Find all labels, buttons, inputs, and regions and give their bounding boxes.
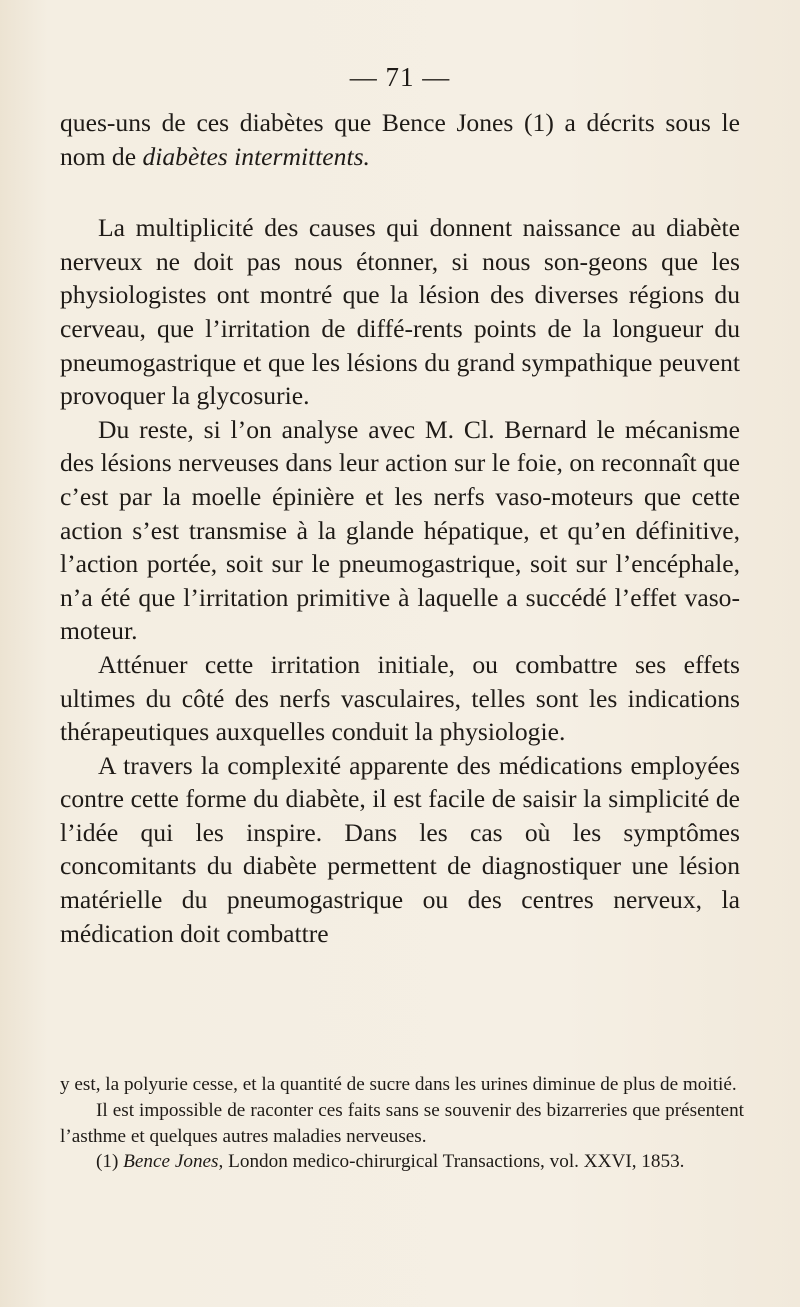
footnote-1 [60, 1149, 744, 1175]
footnote-paragraph: Il est impossible de raconter ces faits sans se souvenir des bizarreries que présentent l’asthme et quelques autres maladies nerveuses. [60, 1099, 744, 1147]
footnote-1-marker: (1) [96, 1151, 124, 1173]
paragraph-1 [60, 106, 740, 173]
paragraph-4: Atténuer cette irritation initiale, ou combattre ses effets ultimes du côté des nerfs vasculaires, telles sont les indications thérapeutiques auxquelles conduit la physiologie. [60, 649, 740, 747]
footnote-1-author: Bence Jones [123, 1151, 219, 1173]
paragraph-1-text: ques-uns de ces diabètes que Bence Jones (1) a décrits sous le nom de [60, 108, 740, 171]
paragraph-3: Du reste, si l’on analyse avec M. Cl. Bernard le mécanisme des lésions nerveuses dans leur action sur le foie, on reconnaît que c’est par la moelle épinière et les nerfs vaso-moteurs que cette action s’est transmise à la glande hépatique, et qu’en définitive, l’action portée, soit sur le pneumogastrique, soit sur l’encéphale, n’a été que l’irritation primitive à laquelle a succédé l’effet vaso-moteur. [60, 414, 740, 646]
paragraph-1-italic: diabètes intermittents. [142, 141, 370, 171]
main-text [60, 106, 740, 950]
page-number: — 71 — [349, 62, 451, 92]
paragraph-2: La multiplicité des causes qui donnent naissance au diabète nerveux ne doit pas nous étonner, si nous son-geons que les physiologistes ont montré que la lésion des diverses régions du cerveau, que l’irritation de diffé-rents points de la longueur du pneumogastrique et que les lésions du grand sympathique peuvent provoquer la glycosurie. [60, 213, 740, 411]
footnote-1-citation: , London medico-chirurgical Transactions, vol. XXVI, 1853. [218, 1151, 685, 1173]
footnote-continuation: y est, la polyurie cesse, et la quantité de sucre dans les urines diminue de plus de moitié. [60, 1074, 737, 1095]
paragraph-5: A travers la complexité apparente des médications employées contre cette forme du diabète, il est facile de saisir la simplicité de l’idée qui les inspire. Dans les cas où les symptômes concomitants du diabète permettent de diagnostiquer une lésion matérielle du pneumogastrique ou des centres nerveux, la médication doit combattre [60, 750, 740, 948]
footnotes [60, 1072, 744, 1175]
